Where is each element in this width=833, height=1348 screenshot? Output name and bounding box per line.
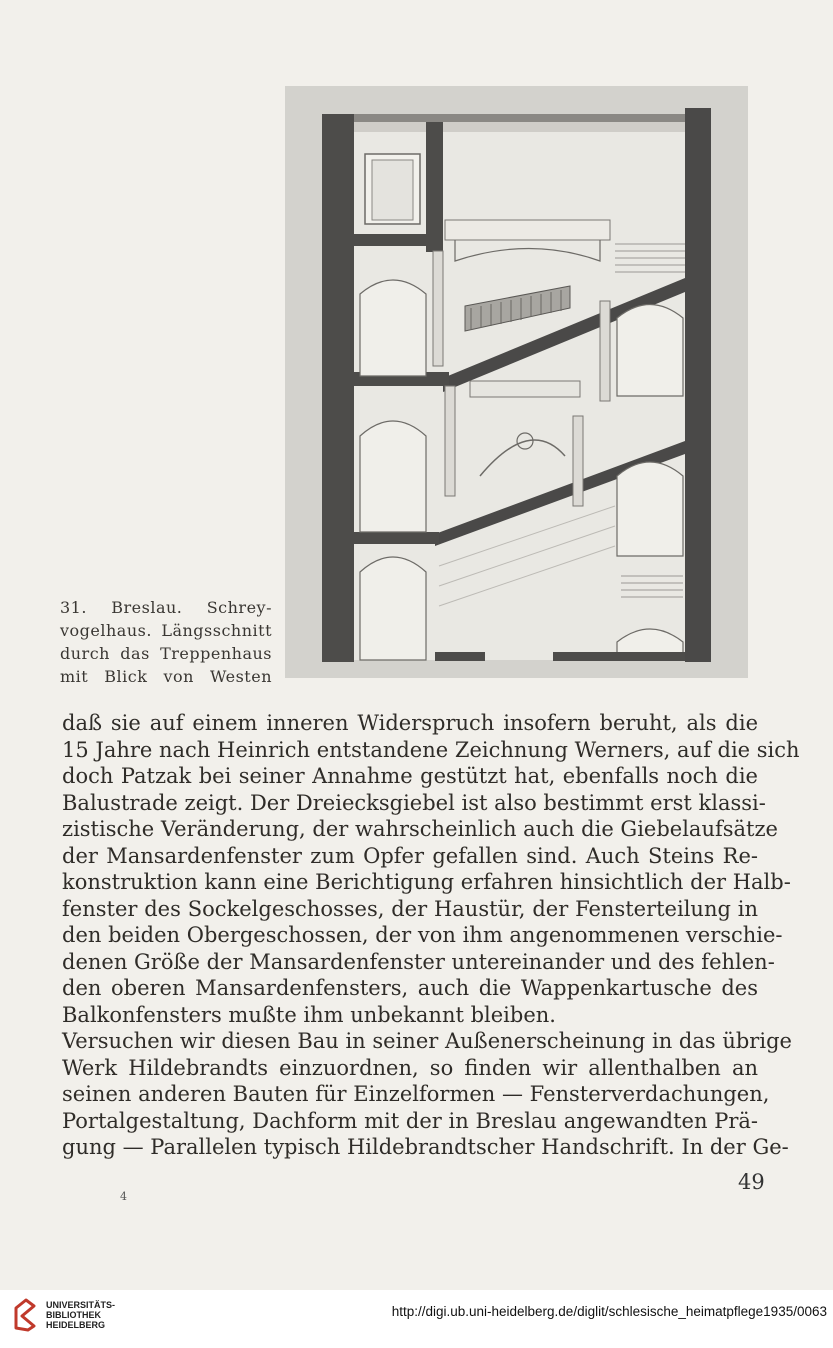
library-name: [46, 1300, 115, 1330]
text-line: zistische Veränderung, der wahrscheinlich auch die Giebelaufsätze: [62, 817, 778, 841]
text-line: Portalgestaltung, Dachform mit der in Breslau angewandten Prä-: [62, 1108, 758, 1133]
text-line: denen Größe der Mansardenfenster untereinander und des fehlen-: [62, 949, 775, 974]
library-name-line: HEIDELBERG: [46, 1320, 106, 1330]
source-url-link[interactable]: http://digi.ub.uni-heidelberg.de/diglit/schlesische_heimatpflege1935/0063: [391, 1304, 827, 1319]
text-line: seinen anderen Bauten für Einzelformen — Fensterverdachungen,: [62, 1082, 770, 1106]
text-line: Versuchen wir diesen Bau in seiner Außenerscheinung in das übrige: [62, 1029, 792, 1053]
illustration-drawing: [285, 86, 748, 678]
figure-caption: [60, 596, 272, 688]
footer-bar: [0, 1290, 833, 1348]
library-name-line: BIBLIOTHEK: [46, 1310, 101, 1320]
caption-line: vogelhaus. Längsschnitt: [60, 621, 272, 640]
body-text: [62, 710, 800, 1161]
text-line: gung — Parallelen typisch Hildebrandtscher Handschrift. In der Ge-: [62, 1135, 789, 1159]
library-name-line: UNIVERSITÄTS-: [46, 1300, 116, 1310]
signature-mark: 4: [120, 1190, 127, 1203]
text-line: konstruktion kann eine Berichtigung erfahren hinsichtlich der Halb-: [62, 870, 791, 894]
text-line: Balustrade zeigt. Der Dreiecksgiebel ist also bestimmt erst klassi-: [62, 790, 766, 815]
text-line: doch Patzak bei seiner Annahme gestützt hat, ebenfalls noch die: [62, 764, 758, 788]
staircase-section-illustration: [285, 86, 748, 678]
caption-line: mit Blick von Westen: [60, 667, 272, 686]
text-line: den beiden Obergeschossen, der von ihm angenommenen verschie-: [62, 923, 783, 947]
page-number: 49: [738, 1170, 765, 1194]
text-line: Werk Hildebrandts einzuordnen, so finden wir allenthalben an: [62, 1055, 758, 1080]
caption-line: durch das Treppenhaus: [60, 644, 272, 663]
text-line: 15 Jahre nach Heinrich entstandene Zeichnung Werners, auf die sich: [62, 737, 800, 762]
text-line: der Mansardenfenster zum Opfer gefallen sind. Auch Steins Re-: [62, 843, 758, 868]
text-line: Balkonfensters mußte ihm unbekannt bleiben.: [62, 1002, 556, 1027]
library-logo-icon: [10, 1298, 40, 1332]
caption-line: 31. Breslau. Schrey-: [60, 598, 272, 617]
text-line: daß sie auf einem inneren Widerspruch insofern beruht, als die: [62, 711, 758, 735]
text-line: fenster des Sockelgeschosses, der Haustür, der Fensterteilung in: [62, 896, 758, 921]
text-line: den oberen Mansardenfensters, auch die Wappenkartusche des: [62, 976, 758, 1000]
